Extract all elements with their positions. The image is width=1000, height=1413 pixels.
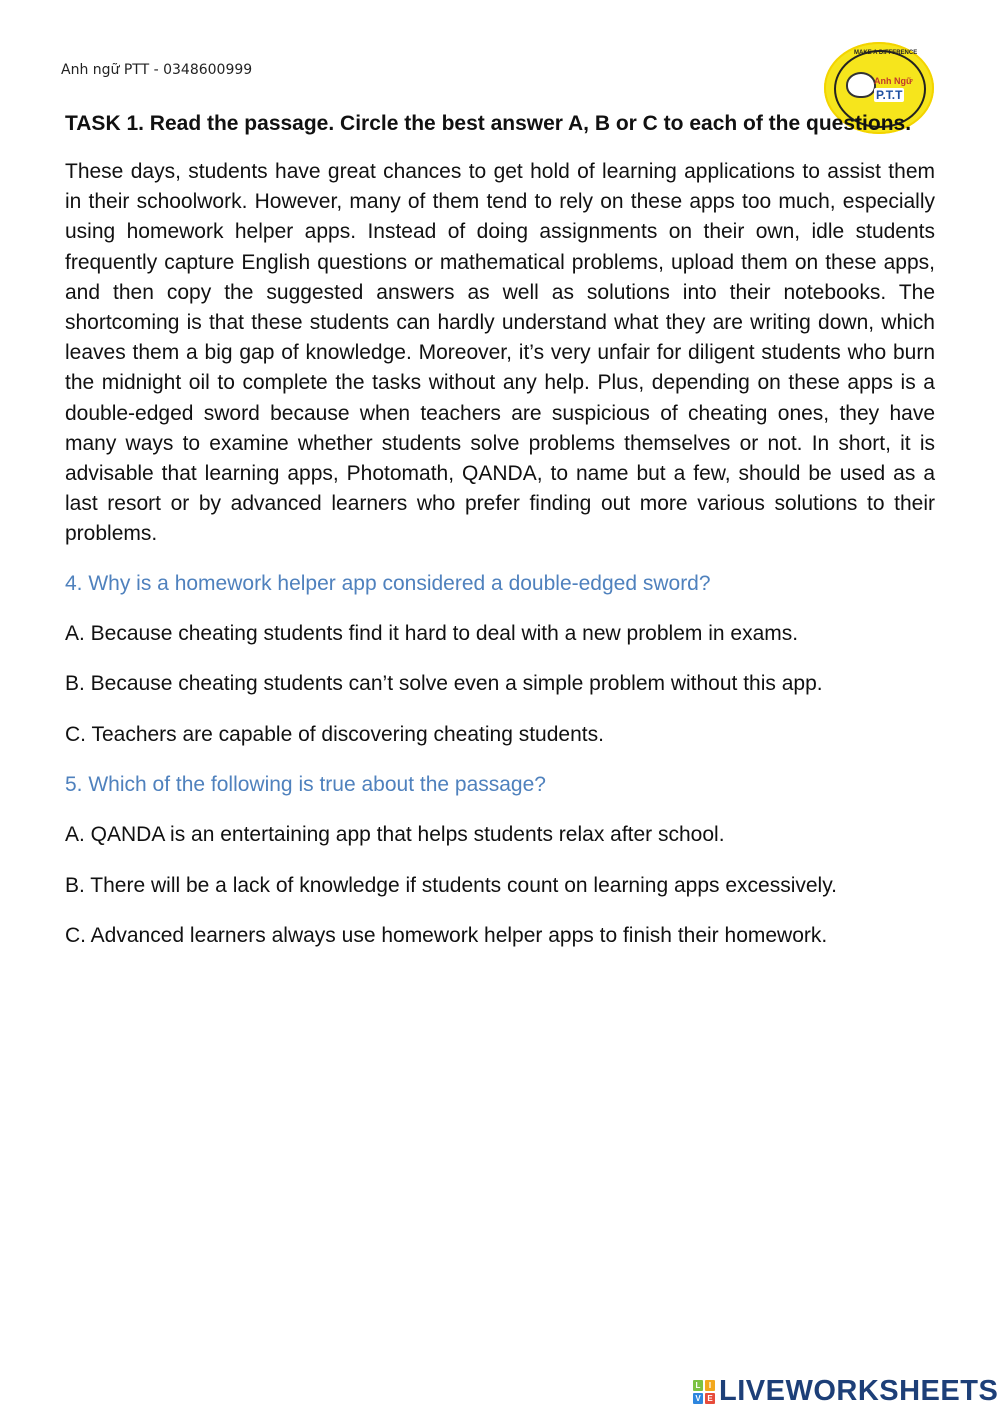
- question-4-option-c[interactable]: C. Teachers are capable of discovering cheating students.: [65, 722, 604, 746]
- question-5-option-c[interactable]: C. Advanced learners always use homework helper apps to finish their homework.: [65, 924, 828, 948]
- question-5-option-a[interactable]: A. QANDA is an entertaining app that helps students relax after school.: [65, 823, 725, 847]
- tile-l: L: [693, 1380, 703, 1391]
- worksheet-content: [65, 108, 935, 972]
- logo-arc-text: MAKE A DIFFERENCE: [854, 50, 918, 56]
- page-header: Anh ngữ PTT - 0348600999: [61, 62, 253, 78]
- liveworksheets-logo: [693, 1375, 998, 1408]
- tile-i: I: [705, 1380, 715, 1391]
- reading-passage: These days, students have great chances to get hold of learning applications to assist them in their schoolwork. However, many of them tend to rely on these apps too much, especially using homework helper apps. Instead of doing assignments on their own, idle students frequently capture English questions or mathematical problems, upload them on these apps, and then copy the suggested answers as well as solutions into their notebooks. The shortcoming is that these students can hardly understand what they are writing down, which leaves them a big gap of knowledge. Moreover, it’s very unfair for diligent students who burn the midnight oil to complete the tasks without any help. Plus, depending on these apps is a double-edged sword because when teachers are suspicious of cheating ones, they have many ways to examine whether students solve problems themselves or not. In short, it is advisable that learning apps, Photomath, QANDA, to name but a few, should be used as a last resort or by advanced learners who prefer finding out more various solutions to their problems.: [65, 160, 935, 546]
- question-5: 5. Which of the following is true about the passage?: [65, 773, 546, 797]
- owl-icon: [846, 72, 876, 98]
- tile-v: V: [693, 1393, 703, 1404]
- live-tiles-icon: [693, 1380, 715, 1404]
- task-title: TASK 1. Read the passage. Circle the best answer A, B or C to each of the questions.: [65, 112, 912, 135]
- tile-e: E: [705, 1393, 715, 1404]
- question-4: 4. Why is a homework helper app considered a double-edged sword?: [65, 571, 711, 595]
- question-4-option-a[interactable]: A. Because cheating students find it hard to deal with a new problem in exams.: [65, 621, 799, 645]
- liveworksheets-brand: LIVEWORKSHEETS: [719, 1375, 999, 1407]
- question-4-option-b[interactable]: B. Because cheating students can’t solve even a simple problem without this app.: [65, 672, 823, 696]
- question-5-option-b[interactable]: B. There will be a lack of knowledge if students count on learning apps excessively.: [65, 873, 837, 897]
- logo-brand-big: P.T.T: [876, 88, 903, 102]
- logo-brand-small: Anh Ngữ: [874, 76, 913, 86]
